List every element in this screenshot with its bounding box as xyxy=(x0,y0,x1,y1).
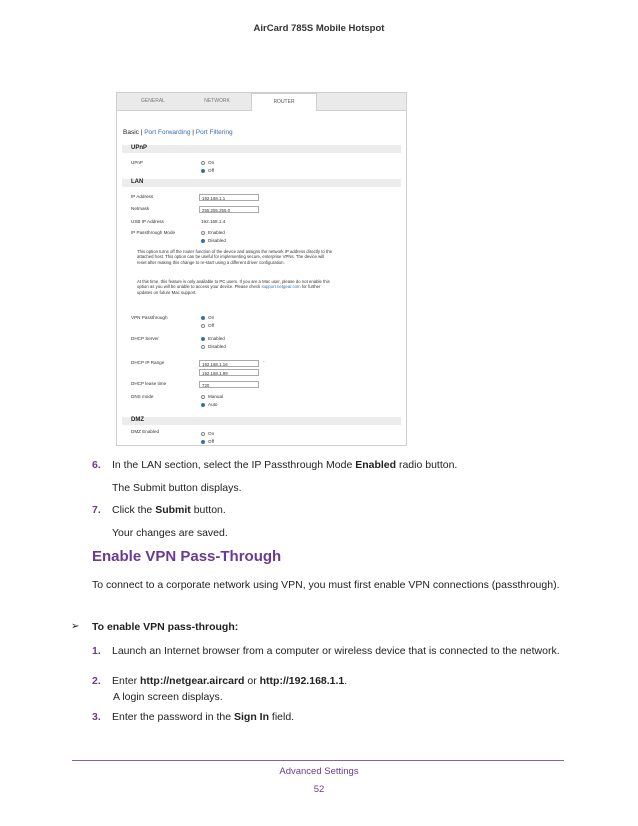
upnp-off-option[interactable] xyxy=(201,168,214,173)
subnav-basic[interactable]: Basic xyxy=(123,129,139,136)
step-number: 6. xyxy=(92,459,101,471)
radio-selected-icon[interactable] xyxy=(201,316,205,320)
dmz-enabled-label: DMZ Enabled xyxy=(131,429,160,434)
dhcp-range-end-input[interactable]: 192.168.1.99 xyxy=(199,369,259,376)
router-subnav xyxy=(123,129,233,136)
footer-rule xyxy=(72,760,564,761)
step-text-bold: Sign In xyxy=(234,711,269,723)
dns-manual-option[interactable] xyxy=(201,394,223,399)
step-text-post: button. xyxy=(190,504,226,516)
dmz-off-option[interactable] xyxy=(201,439,214,444)
step-text-post: . xyxy=(344,675,348,687)
dhcp-enabled-option[interactable] xyxy=(201,336,225,341)
radio-selected-icon[interactable] xyxy=(201,169,205,173)
running-header: AirCard 785S Mobile Hotspot xyxy=(253,23,385,34)
passthrough-note-2 xyxy=(137,279,332,295)
dmz-heading: DMZ xyxy=(131,417,144,423)
step-text: Launch an Internet browser from a computer or wireless device that is connected to the network. xyxy=(112,645,560,657)
dmz-off-label: Off xyxy=(208,439,215,444)
subnav-sep-2: | xyxy=(190,129,196,136)
step-text-bold: Submit xyxy=(155,504,191,516)
passthrough-disabled-option[interactable] xyxy=(201,238,226,243)
vpn-off-label: Off xyxy=(208,323,215,328)
dns-mode-label: DNS mode xyxy=(131,394,154,399)
step-text xyxy=(112,503,226,517)
tab-network[interactable]: NETWORK xyxy=(204,98,230,104)
passthrough-enabled-option[interactable] xyxy=(201,230,225,235)
step-text xyxy=(112,674,347,688)
router-settings-screenshot xyxy=(116,92,407,446)
upnp-off-label: Off xyxy=(208,168,215,173)
step-number: 2. xyxy=(92,675,101,687)
step-text-pre: Click the xyxy=(112,504,156,516)
dhcp-range-label: DHCP IP Range xyxy=(131,360,165,365)
url-netgear-aircard: http://netgear.aircard xyxy=(140,675,245,687)
dhcp-lease-input[interactable]: 720 xyxy=(199,381,259,388)
step-result: Your changes are saved. xyxy=(112,527,228,539)
dmz-section-bar xyxy=(122,417,401,425)
upnp-on-option[interactable] xyxy=(201,160,214,165)
intro-paragraph: To connect to a corporate network using VPN, you must first enable VPN connections (passthrough). xyxy=(92,579,560,591)
dhcp-range-start-input[interactable]: 192.168.1.16 xyxy=(199,360,259,367)
vpn-on-option[interactable] xyxy=(201,315,214,320)
radio-icon[interactable] xyxy=(201,432,205,436)
ip-passthrough-label: IP Passthrough Mode xyxy=(131,230,176,235)
upnp-on-label: On xyxy=(208,160,215,165)
step-text xyxy=(112,458,457,472)
radio-icon[interactable] xyxy=(201,395,205,399)
dns-auto-option[interactable] xyxy=(201,402,217,407)
netmask-input[interactable]: 255.255.255.0 xyxy=(199,206,259,213)
lan-heading: LAN xyxy=(131,179,144,185)
passthrough-enabled-label: Enabled xyxy=(208,230,225,235)
passthrough-note-1: This option turns off the router function of the device and assigns the network IP address directly to the attached host. This option can be useful for implementing secure, enterprise VPNs. The device will reset after making this change to re-start using a different driver configuration. xyxy=(137,249,332,265)
task-heading: To enable VPN pass-through: xyxy=(92,621,239,633)
step-number: 1. xyxy=(92,645,101,657)
note-text: At this time, this feature is only available to PC users. If you are a Mac user, please do not enable this option as you will be unable to access your device. Please check xyxy=(137,279,330,290)
arrow-bullet-icon: ➢ xyxy=(71,621,80,632)
step-result: The Submit button displays. xyxy=(112,482,242,494)
dhcp-server-label: DHCP Server xyxy=(131,336,159,341)
radio-selected-icon[interactable] xyxy=(201,440,205,444)
dhcp-disabled-option[interactable] xyxy=(201,344,226,349)
radio-selected-icon[interactable] xyxy=(201,337,205,341)
step-text-mid: or xyxy=(244,675,260,687)
upnp-label: UPnP xyxy=(131,160,144,165)
dmz-on-label: On xyxy=(208,431,215,436)
dmz-on-option[interactable] xyxy=(201,431,214,436)
footer-section: Advanced Settings xyxy=(279,766,359,777)
section-title: Enable VPN Pass-Through xyxy=(92,548,282,565)
step-number: 3. xyxy=(92,711,101,723)
ip-address-input[interactable]: 192.168.1.1 xyxy=(199,194,259,201)
passthrough-disabled-label: Disabled xyxy=(208,238,226,243)
step-text-pre: In the LAN section, select the IP Passthrough Mode xyxy=(112,459,356,471)
note-text-end: for further updates on future Mac support. xyxy=(137,284,321,295)
step-text-pre: Enter the password in the xyxy=(112,711,234,723)
netmask-label: Netmask xyxy=(131,206,150,211)
step-text-bold: Enabled xyxy=(355,459,397,471)
vpn-passthrough-label: VPN Passthrough xyxy=(131,315,168,320)
ip-address-label: IP Address xyxy=(131,194,154,199)
dns-auto-label: Auto xyxy=(208,402,218,407)
step-text-post: radio button. xyxy=(396,459,458,471)
range-dash: - xyxy=(263,359,265,365)
tab-bar xyxy=(117,93,406,111)
upnp-heading: UPnP xyxy=(131,145,148,151)
vpn-off-option[interactable] xyxy=(201,323,214,328)
radio-selected-icon[interactable] xyxy=(201,239,205,243)
vpn-on-label: On xyxy=(208,315,215,320)
step-number: 7. xyxy=(92,504,101,516)
usb-ip-value: 192.168.1.4 xyxy=(201,219,226,224)
subnav-sep-1: | xyxy=(138,129,145,136)
radio-selected-icon[interactable] xyxy=(201,403,205,407)
radio-icon[interactable] xyxy=(201,231,205,235)
upnp-section-bar xyxy=(122,145,401,153)
usb-ip-label: USB IP Address xyxy=(131,219,164,224)
radio-icon[interactable] xyxy=(201,324,205,328)
dhcp-lease-label: DHCP lease time xyxy=(131,381,167,386)
tab-router[interactable]: ROUTER xyxy=(251,93,317,111)
radio-icon[interactable] xyxy=(201,161,205,165)
dhcp-enabled-label: Enabled xyxy=(208,336,225,341)
dhcp-disabled-label: Disabled xyxy=(208,344,226,349)
step-text xyxy=(112,710,294,724)
lan-section-bar xyxy=(122,179,401,187)
url-ip-address: http://192.168.1.1 xyxy=(259,675,345,687)
page-number: 52 xyxy=(313,784,325,795)
step-text-pre: Enter xyxy=(112,675,141,687)
tab-general[interactable]: GENERAL xyxy=(141,98,165,104)
step-text-post: field. xyxy=(269,711,295,723)
support-link[interactable]: support.netgear.com xyxy=(261,284,301,290)
radio-icon[interactable] xyxy=(201,345,205,349)
step-result: A login screen displays. xyxy=(113,691,223,703)
subnav-port-forwarding[interactable]: Port Forwarding xyxy=(144,129,191,136)
subnav-port-filtering[interactable]: Port Filtering xyxy=(195,129,233,136)
dns-manual-label: Manual xyxy=(208,394,224,399)
